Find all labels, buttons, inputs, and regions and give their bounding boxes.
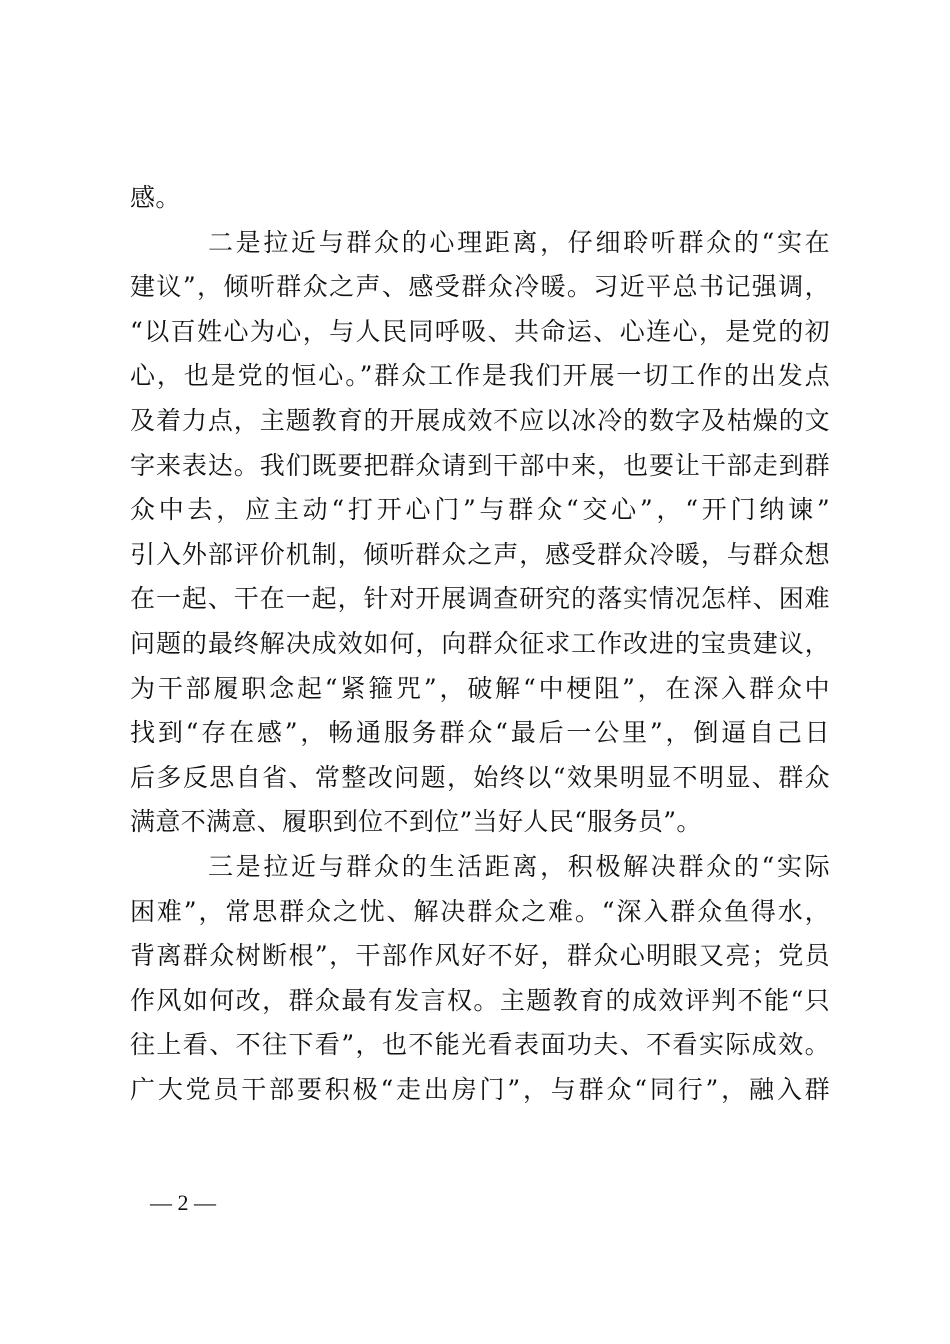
text-line: “以百姓心为心，与人民同呼吸、共命运、心连心，是党的初 xyxy=(130,316,830,346)
text-line: 广大党员干部要积极“走出房门”，与群众“同行”，融入群 xyxy=(130,1074,830,1104)
text-line: 背离群众树断根”，干部作风好不好，群众心明眼又亮；党员 xyxy=(130,941,830,971)
text-line: 建议”，倾听群众之声、感受群众冷暖。习近平总书记强调， xyxy=(130,272,830,302)
text-line: 满意不满意、履职到位不到位”当好人民“服务员”。 xyxy=(130,807,702,837)
text-line: 找到“存在感”，畅通服务群众“最后一公里”，倒逼自己日 xyxy=(130,718,830,748)
text-line: 及着力点，主题教育的开展成效不应以冰冷的数字及枯燥的文 xyxy=(130,405,830,435)
text-line: 问题的最终解决成效如何，向群众征求工作改进的宝贵建议， xyxy=(130,628,830,658)
text-line: 作风如何改，群众最有发言权。主题教育的成效评判不能“只 xyxy=(130,985,830,1015)
text-line: 心，也是党的恒心。”群众工作是我们开展一切工作的出发点 xyxy=(130,361,830,391)
text-line: 为干部履职念起“紧箍咒”，破解“中梗阻”，在深入群众中 xyxy=(130,673,830,703)
text-line: 字来表达。我们既要把群众请到干部中来，也要让干部走到群 xyxy=(130,450,830,480)
text-line: 感。 xyxy=(130,183,181,212)
text-line: 在一起、干在一起，针对开展调查研究的落实情况怎样、困难 xyxy=(130,584,830,614)
text-line: 三是拉近与群众的生活距离，积极解决群众的“实际 xyxy=(208,851,830,881)
text-line: 往上看、不往下看”，也不能光看表面功夫、不看实际成效。 xyxy=(130,1030,830,1060)
body-text xyxy=(130,176,830,1112)
text-line: 二是拉近与群众的心理距离，仔细聆听群众的“实在 xyxy=(208,227,830,257)
text-line: 引入外部评价机制，倾听群众之声，感受群众冷暖，与群众想 xyxy=(130,539,830,569)
text-line: 后多反思自省、常整改问题，始终以“效果明显不明显、群众 xyxy=(130,762,830,792)
page-number: — 2 — xyxy=(150,1190,216,1215)
text-line: 困难”，常思群众之忧、解决群众之难。“深入群众鱼得水， xyxy=(130,896,830,926)
text-line: 众中去，应主动“打开心门”与群众“交心”，“开门纳谏” xyxy=(130,495,830,525)
